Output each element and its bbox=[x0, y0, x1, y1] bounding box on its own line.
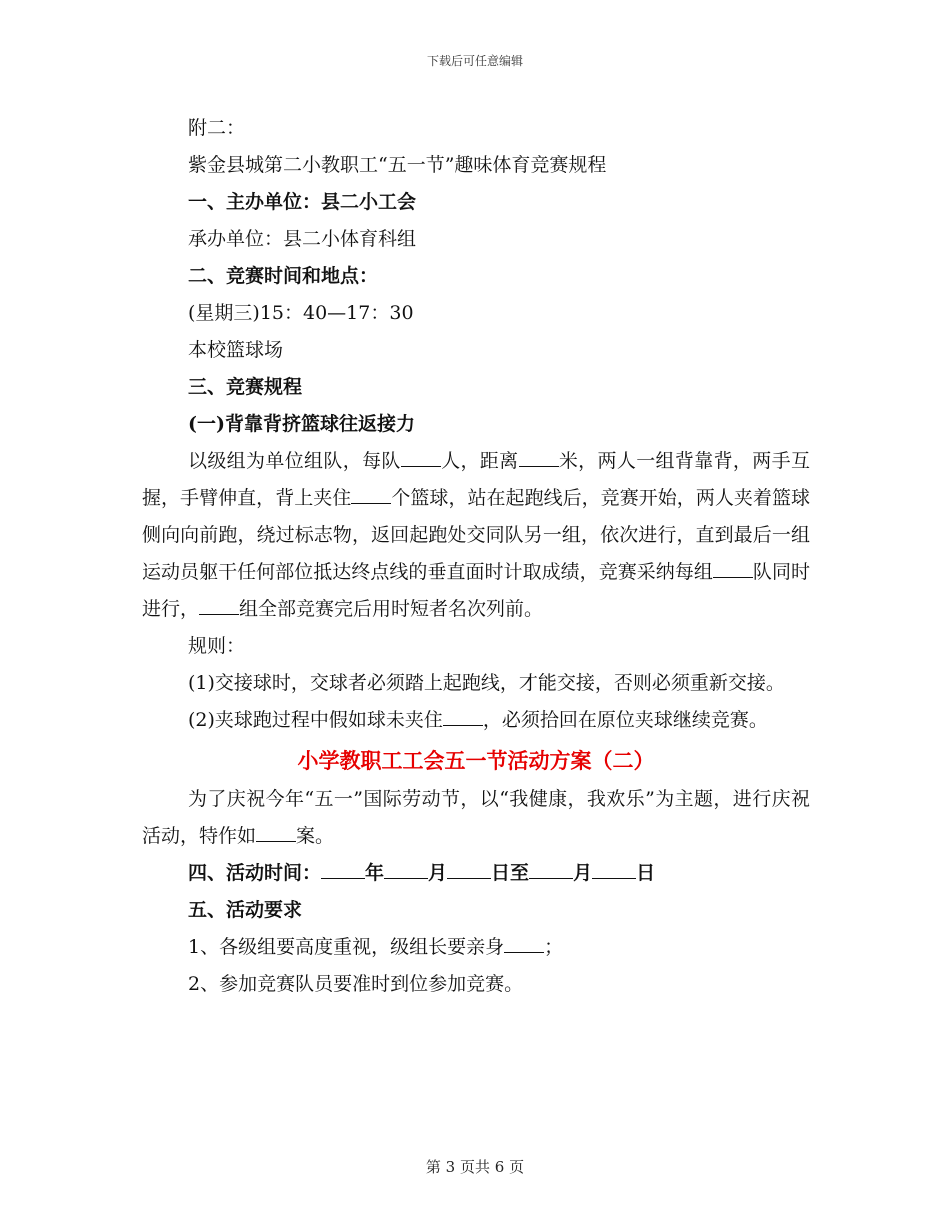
requirement-1: 1、各级组要高度重视，级组长要亲身 ； bbox=[188, 936, 564, 958]
requirement-2: 2、参加竞赛队员要准时到位参加竞赛。 bbox=[188, 973, 524, 995]
event-name: (一)背靠背挤篮球往返接力 bbox=[188, 413, 415, 435]
page-footer: 第 3 页共 6 页 bbox=[425, 1158, 525, 1176]
blank-line bbox=[443, 724, 483, 726]
event-time: (星期三)15：40—17：30 bbox=[188, 302, 414, 324]
event-description: 以级组为单位组队，每队 人，距离 米，两人一组背靠背，两手互握，手臂伸直，背上夹住 个篮球，站在起跑线后，竞赛开始，两人夹着篮球侧向向前跑，绕过标志物，返回起跑处交同队另一组，依次进行，直到最后一组运动员躯干任何部位抵达终点线的垂直面时计取成绩，竞赛采纳每组 队同时进行， 组全部竞赛完后用时短者名次列前。 bbox=[142, 450, 810, 620]
page-header: 下载后可任意编辑 bbox=[426, 54, 523, 68]
activity-time: 四、活动时间： 年 月 日至 月 日 bbox=[188, 862, 656, 884]
rules-label: 规则： bbox=[188, 635, 246, 657]
blank-line bbox=[592, 877, 636, 879]
blank-line bbox=[713, 576, 753, 578]
document-body bbox=[142, 110, 810, 1003]
heading-requirements: 五、活动要求 bbox=[188, 899, 303, 921]
blank-line bbox=[256, 840, 296, 842]
rule-1: (1)交接球时，交球者必须踏上起跑线，才能交接，否则必须重新交接。 bbox=[188, 672, 785, 694]
blank-line bbox=[529, 877, 573, 879]
document-title: 紫金县城第二小教职工“五一节”趣味体育竞赛规程 bbox=[188, 154, 607, 176]
blank-line bbox=[504, 951, 544, 953]
blank-line bbox=[519, 465, 559, 467]
rule-2: (2)夹球跑过程中假如球未夹住 ，必须拾回在原位夹球继续竞赛。 bbox=[188, 709, 768, 731]
blank-line bbox=[199, 613, 239, 615]
heading-rules: 三、竞赛规程 bbox=[188, 376, 303, 398]
event-place: 本校篮球场 bbox=[188, 339, 284, 361]
blank-line bbox=[447, 877, 491, 879]
blank-line bbox=[384, 877, 428, 879]
blank-line bbox=[321, 877, 365, 879]
blank-line bbox=[401, 465, 441, 467]
appendix-label: 附二： bbox=[188, 117, 246, 139]
section-title: 小学教职工工会五一节活动方案（二） bbox=[297, 748, 655, 773]
heading-time-place: 二、竞赛时间和地点： bbox=[188, 265, 379, 287]
heading-organizer: 一、主办单位：县二小工会 bbox=[188, 191, 417, 213]
blank-line bbox=[351, 502, 391, 504]
co-organizer: 承办单位：县二小体育科组 bbox=[188, 228, 417, 250]
intro-paragraph: 为了庆祝今年“五一”国际劳动节，以“我健康，我欢乐”为主题，进行庆祝活动，特作如 案。 bbox=[142, 788, 810, 847]
